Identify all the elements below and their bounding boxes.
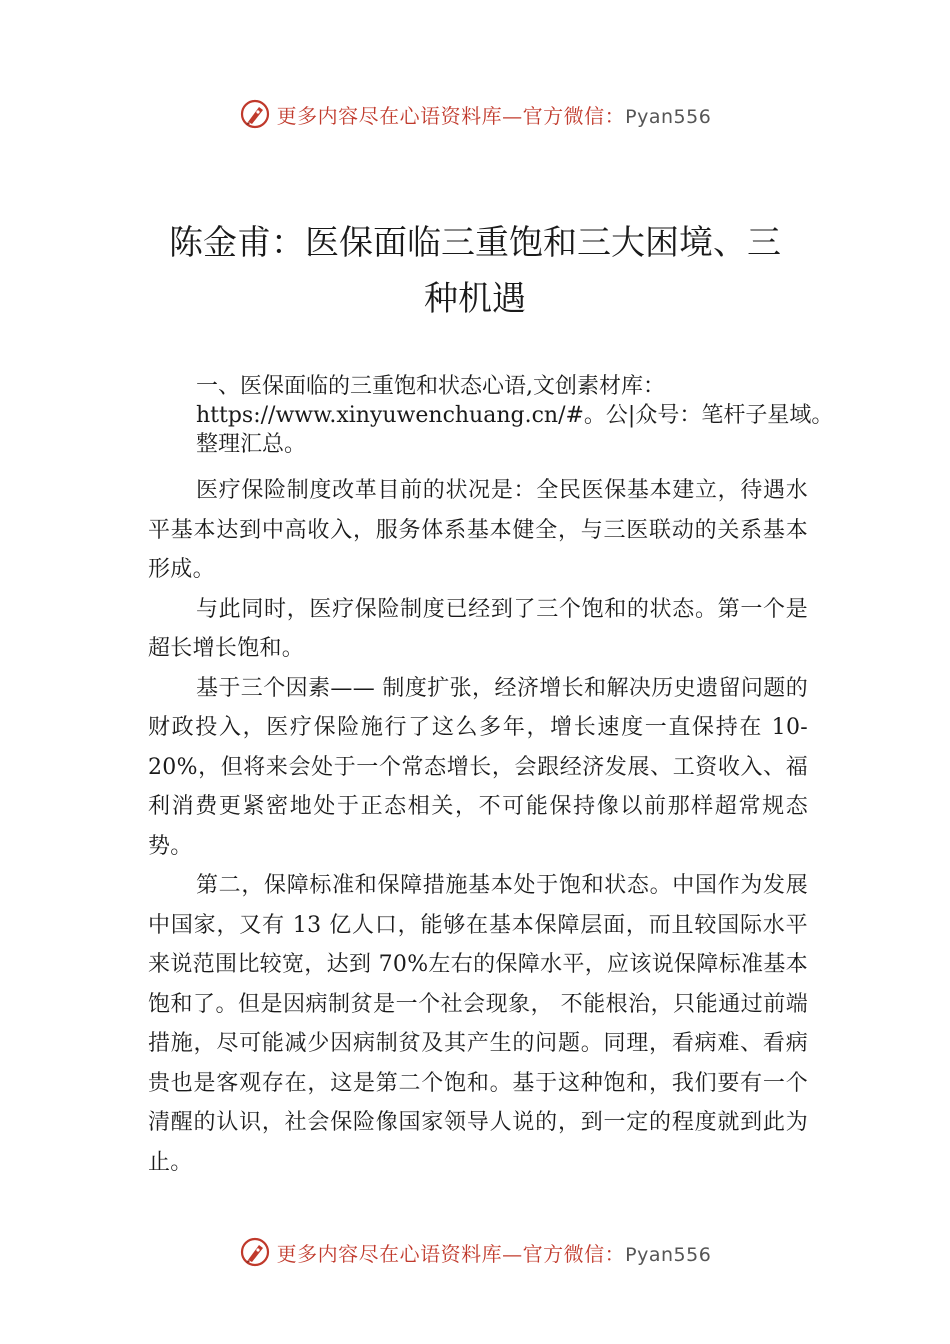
watermark-text bbox=[277, 1238, 712, 1267]
watermark-separator: — bbox=[502, 1241, 523, 1266]
watermark-brand: 更多内容尽在心语资料库 bbox=[276, 1241, 503, 1266]
header-watermark bbox=[0, 92, 950, 136]
paragraph-3: 基于三个因素—— 制度扩张，经济增长和解决历史遗留问题的财政投入，医疗保险施行了这么多年，增长速度一直保持在 10-20%，但将来会处于一个常态增长，会跟经济发展、工资收入、福利消费更紧密地处于正态相关，不可能保持像以前那样超常规态势。 bbox=[148, 675, 808, 859]
paragraph-2: 与此同时，医疗保险制度已经到了三个饱和的状态。第一个是超长增长饱和。 bbox=[148, 596, 808, 661]
pen-nib-icon bbox=[239, 1236, 271, 1268]
watermark-wechat-label: 官方微信： bbox=[522, 1241, 626, 1266]
page-title bbox=[150, 215, 800, 327]
watermark-wechat-id: Pyan556 bbox=[625, 1243, 712, 1266]
section-heading: 一、医保面临的三重饱和状态心语,文创素材库：https://www.xinyuwenchuang.cn/#。公|众号：笔杆子星域。整理汇总。 bbox=[196, 374, 834, 457]
watermark-wechat-label: 官方微信： bbox=[522, 103, 626, 128]
footer-watermark bbox=[0, 1230, 950, 1274]
title-line-2: 种机遇 bbox=[424, 279, 526, 319]
title-line-1: 陈金甫：医保面临三重饱和三大困境、三 bbox=[169, 223, 781, 263]
watermark-text bbox=[277, 100, 712, 129]
paragraph-1: 医疗保险制度改革目前的状况是：全民医保基本建立，待遇水平基本达到中高收入，服务体系基本健全，与三医联动的关系基本形成。 bbox=[148, 478, 808, 582]
pen-nib-icon bbox=[239, 98, 271, 130]
watermark-wechat-id: Pyan556 bbox=[625, 105, 712, 128]
watermark-brand: 更多内容尽在心语资料库 bbox=[276, 103, 503, 128]
paragraph-4: 第二，保障标准和保障措施基本处于饱和状态。中国作为发展中国家，又有 13 亿人口，能够在基本保障层面，而且较国际水平来说范围比较宽，达到 70%左右的保障水平，应该说保障标准基本饱和了。但是因病制贫是一个社会现象， 不能根治，只能通过前端措施，尽可能减少因病制贫及其产生的问题。同理，看病难、看病贵也是客观存在，这是第二个饱和。基于这种饱和，我们要有一个清醒的认识，社会保险像国家领导人说的，到一定的程度就到此为止。 bbox=[148, 873, 808, 1175]
watermark-separator: — bbox=[502, 103, 523, 128]
document-body bbox=[148, 372, 834, 1182]
